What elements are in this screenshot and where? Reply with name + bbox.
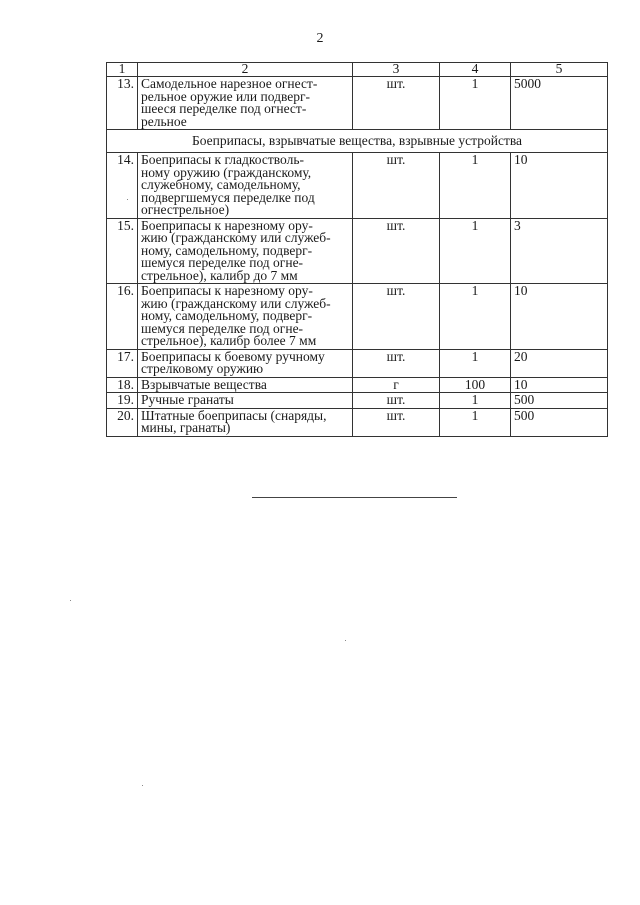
row-unit: шт. xyxy=(353,153,440,219)
row-name xyxy=(138,349,353,377)
row-unit: шт. xyxy=(353,218,440,284)
row-name-line: шемуся переделке под огне- xyxy=(141,255,304,270)
row-limit: 10 xyxy=(511,153,608,219)
row-limit: 10 xyxy=(511,284,608,350)
row-limit: 10 xyxy=(511,377,608,393)
section-heading-row xyxy=(107,130,608,153)
row-quantity: 1 xyxy=(440,408,511,436)
column-header: 5 xyxy=(511,63,608,77)
row-quantity: 1 xyxy=(440,153,511,219)
row-name-line: рельное оружие или подверг- xyxy=(141,88,311,104)
row-name-line: стрелковому оружию xyxy=(141,361,264,376)
row-number: 17. xyxy=(107,349,138,377)
row-number: 18. xyxy=(107,377,138,393)
row-name-line: стрельное), калибр до 7 мм xyxy=(141,267,298,283)
row-name-line: Боеприпасы к гладкостволь- xyxy=(141,152,304,167)
row-name-line: служебному, самодельному, xyxy=(141,177,301,192)
row-quantity: 100 xyxy=(440,377,511,393)
row-name xyxy=(138,393,353,409)
row-unit: шт. xyxy=(353,284,440,350)
row-unit: г xyxy=(353,377,440,393)
scan-speck xyxy=(127,199,128,200)
row-number: 20. xyxy=(107,408,138,436)
row-name xyxy=(138,218,353,284)
row-unit: шт. xyxy=(353,408,440,436)
row-limit: 3 xyxy=(511,218,608,284)
row-name-line: подвергшемуся переделке под xyxy=(141,189,315,205)
table-row xyxy=(107,77,608,130)
row-unit: шт. xyxy=(353,393,440,409)
row-name-line: жию (гражданскому или служеб- xyxy=(141,230,331,245)
row-name-line: Ручные гранаты xyxy=(141,392,234,407)
row-name-line: стрельное), калибр более 7 мм xyxy=(141,333,317,348)
row-limit: 20 xyxy=(511,349,608,377)
row-name-line: шееся переделке под огнест- xyxy=(141,101,307,116)
page-number: 2 xyxy=(316,31,324,46)
row-limit: 500 xyxy=(511,393,608,409)
column-header: 1 xyxy=(107,63,138,77)
row-quantity: 1 xyxy=(440,77,511,130)
row-name xyxy=(138,77,353,130)
row-name-line: Самодельное нарезное огнест- xyxy=(141,76,318,91)
row-name-line: рельное xyxy=(141,113,187,129)
row-quantity: 1 xyxy=(440,349,511,377)
row-limit: 500 xyxy=(511,408,608,436)
column-header: 4 xyxy=(440,63,511,77)
row-name-line: огнестрельное) xyxy=(141,202,230,217)
scan-speck xyxy=(142,785,143,786)
table-row xyxy=(107,218,608,284)
row-name xyxy=(138,153,353,219)
scan-speck xyxy=(70,600,71,601)
row-number: 14. xyxy=(107,153,138,219)
row-number: 15. xyxy=(107,218,138,284)
scan-speck xyxy=(345,640,346,641)
row-name-line: Боеприпасы к нарезному ору- xyxy=(141,217,313,233)
row-limit: 5000 xyxy=(511,77,608,130)
row-number: 16. xyxy=(107,284,138,350)
row-quantity: 1 xyxy=(440,218,511,284)
row-number: 13. xyxy=(107,77,138,130)
column-header: 3 xyxy=(353,63,440,77)
end-of-table-rule xyxy=(252,497,457,498)
row-name-line: шемуся переделке под огне- xyxy=(141,320,304,336)
row-name-line: жию (гражданскому или служеб- xyxy=(141,295,331,311)
row-name-line: Боеприпасы к нарезному ору- xyxy=(141,283,313,298)
row-quantity: 1 xyxy=(440,284,511,350)
table-row xyxy=(107,377,608,393)
row-name xyxy=(138,377,353,393)
row-name-line: Взрывчатые вещества xyxy=(141,376,267,392)
row-name xyxy=(138,284,353,350)
row-unit: шт. xyxy=(353,77,440,130)
row-name xyxy=(138,408,353,436)
row-name-line: ному, самодельному, подверг- xyxy=(141,242,313,258)
row-name-line: ному оружию (гражданскому, xyxy=(141,164,312,180)
row-name-line: Боеприпасы к боевому ручному xyxy=(141,348,325,364)
table-row xyxy=(107,408,608,436)
row-unit: шт. xyxy=(353,349,440,377)
row-name-line: мины, гранаты) xyxy=(141,420,231,435)
table-row xyxy=(107,349,608,377)
table-row xyxy=(107,284,608,350)
table-row xyxy=(107,153,608,219)
section-heading: Боеприпасы, взрывчатые вещества, взрывные устройства xyxy=(107,130,608,153)
table-header-row xyxy=(107,63,608,77)
row-name-line: Штатные боеприпасы (снаряды, xyxy=(141,407,327,423)
row-number: 19. xyxy=(107,393,138,409)
row-quantity: 1 xyxy=(440,393,511,409)
table-row xyxy=(107,393,608,409)
items-table xyxy=(106,62,608,437)
column-header: 2 xyxy=(138,63,353,77)
row-name-line: ному, самодельному, подверг- xyxy=(141,308,313,323)
